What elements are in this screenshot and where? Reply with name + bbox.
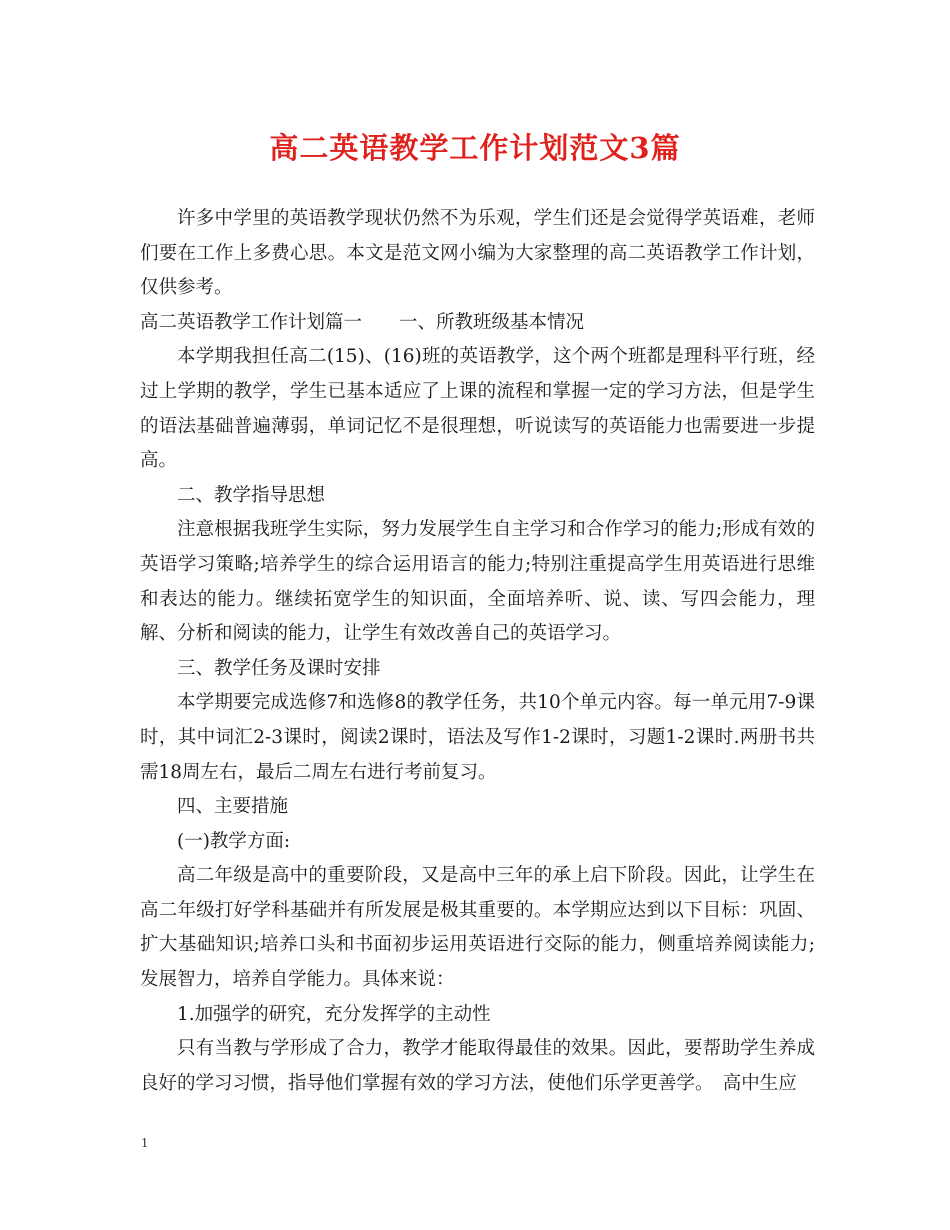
intro-paragraph: 许多中学里的英语教学现状仍然不为乐观，学生们还是会觉得学英语难，老师们要在工作上多费心思。本文是范文网小编为大家整理的高二英语教学工作计划，仅供参考。 — [140, 208, 815, 299]
section-heading-tasks-schedule: 三、教学任务及课时安排 — [177, 657, 381, 679]
numbered-item-heading: 1.加强学的研究，充分发挥学的主动性 — [177, 1003, 491, 1025]
section-heading-guiding-thought: 二、教学指导思想 — [177, 484, 326, 506]
section-heading-main-measures: 四、主要措施 — [177, 796, 289, 818]
teaching-goals-paragraph: 高二年级是高中的重要阶段，又是高中三年的承上启下阶段。因此，让学生在高二年级打好学科基础并有所发展是极其重要的。本学期应达到以下目标：巩固、扩大基础知识;培养口头和书面初步运用英语进行交际的能力，侧重培养阅读能力;发展智力，培养自学能力。具体来说： — [140, 865, 815, 991]
section-heading-plan-one: 高二英语教学工作计划篇一 一、所教班级基本情况 — [140, 311, 585, 333]
subsection-heading-teaching: (一)教学方面: — [177, 830, 291, 852]
class-situation-paragraph: 本学期我担任高二(15)、(16)班的英语教学，这个两个班都是理科平行班，经过上学期的教学，学生已基本适应了上课的流程和掌握一定的学习方法，但是学生的语法基础普遍薄弱，单词记忆不是很理想，听说读写的英语能力也需要进一步提高。 — [140, 346, 815, 472]
document-title: 高二英语教学工作计划范文3篇 — [269, 131, 681, 165]
document-body — [140, 202, 815, 1101]
page-number: 1 — [141, 1136, 148, 1151]
learning-habits-paragraph: 只有当教与学形成了合力，教学才能取得最佳的效果。因此，要帮助学生养成良好的学习习惯，指导他们掌握有效的学习方法，使他们乐学更善学。 高中生应 — [140, 1038, 815, 1094]
tasks-schedule-paragraph: 本学期要完成选修7和选修8的教学任务，共10个单元内容。每一单元用7-9课时，其中词汇2-3课时，阅读2课时，语法及写作1-2课时，习题1-2课时.两册书共需18周左右，最后二周左右进行考前复习。 — [140, 692, 815, 783]
guiding-thought-paragraph: 注意根据我班学生实际，努力发展学生自主学习和合作学习的能力;形成有效的英语学习策略;培养学生的综合运用语言的能力;特别注重提高学生用英语进行思维和表达的能力。继续拓宽学生的知识面，全面培养听、说、读、写四会能力，理解、分析和阅读的能力，让学生有效改善自己的英语学习。 — [140, 519, 815, 645]
